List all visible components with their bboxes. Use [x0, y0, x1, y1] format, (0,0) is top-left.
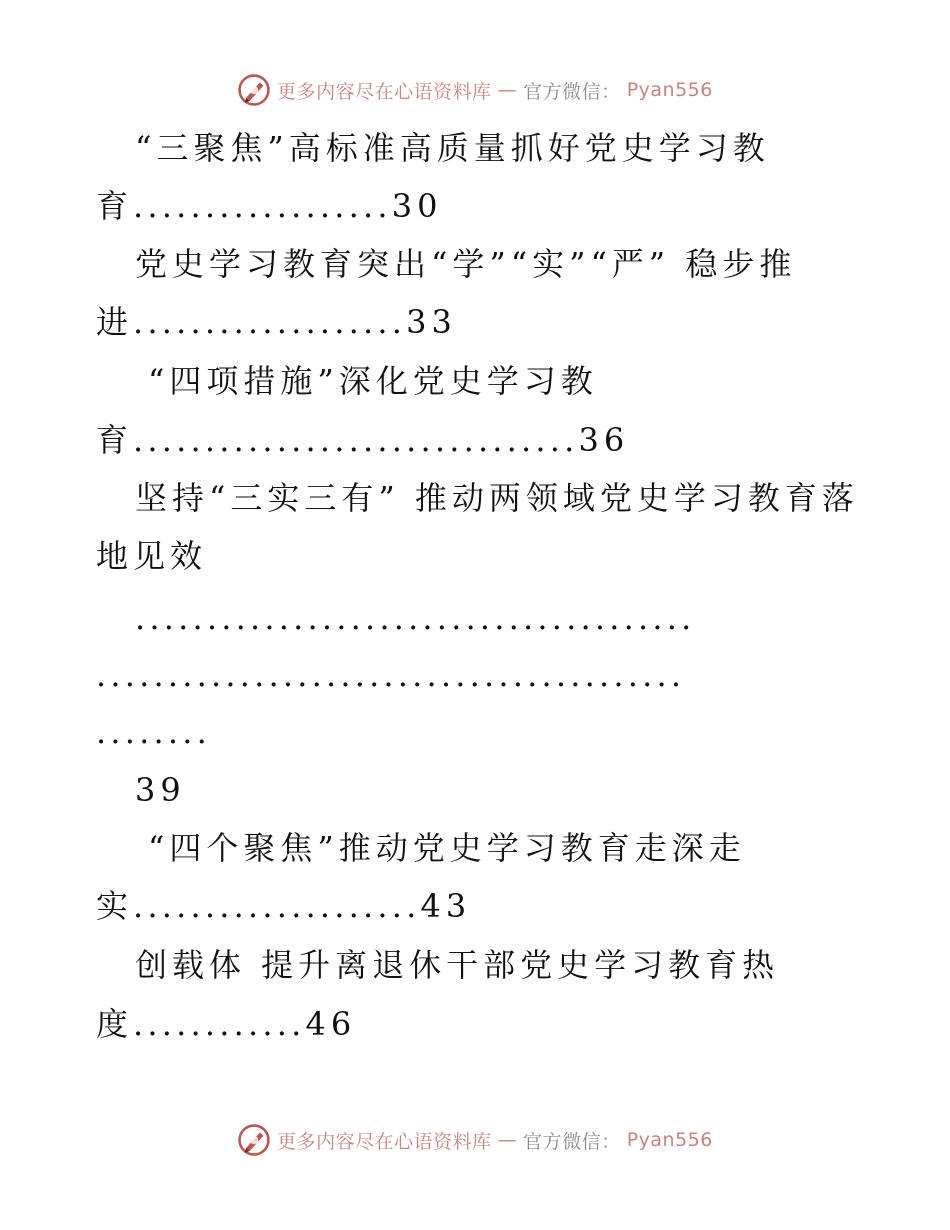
toc-leader-dots: ....................	[133, 887, 421, 925]
watermark-wechat-label: 官方微信：	[523, 80, 621, 103]
footer-watermark	[0, 1120, 950, 1160]
toc-leader-dots: ...............................	[133, 421, 579, 459]
toc-entry-text: 进	[96, 303, 134, 341]
toc-leader-dots: ..................	[133, 187, 392, 225]
toc-entry-text: 育	[96, 187, 134, 225]
header-watermark	[0, 70, 950, 110]
toc-entry-2-line-1: 党史学习教育突出“学”“实”“严” 稳步推	[135, 245, 797, 283]
toc-page-number: 30	[391, 187, 443, 225]
toc-entry-text: 实	[96, 887, 134, 925]
toc-entry-6-line-1: 创载体 提升离退休干部党史学习教育热	[135, 946, 780, 984]
toc-entry-text: 度	[96, 1005, 134, 1043]
toc-entry-1-line-2	[96, 186, 442, 226]
watermark-brand: 更多内容尽在心语资料库	[277, 80, 492, 103]
watermark-wechat-label: 官方微信：	[523, 1130, 621, 1153]
toc-entry-4-line-1: 坚持“三实三有” 推动两领域党史学习教育落	[135, 479, 859, 517]
pen-logo-icon	[237, 1123, 271, 1157]
toc-entry-4-page-number: 39	[135, 771, 186, 809]
toc-entry-3-line-2	[96, 420, 629, 460]
toc-page-number: 43	[420, 887, 472, 925]
toc-entry-5-line-2	[96, 886, 471, 926]
toc-leader-dots: ............	[133, 1005, 306, 1043]
watermark-wechat-id: Pyan556	[626, 79, 713, 101]
watermark-dash: —	[497, 79, 518, 101]
toc-entry-2-line-2	[96, 302, 457, 342]
toc-entry-5-line-1: “四个聚焦”推动党史学习教育走深走	[148, 829, 746, 867]
watermark-brand: 更多内容尽在心语资料库	[277, 1130, 492, 1153]
toc-entry-4-line-2: 地见效	[96, 537, 208, 575]
toc-page-number: 36	[578, 421, 630, 459]
pen-logo-icon	[237, 73, 271, 107]
toc-entry-text: 育	[96, 421, 134, 459]
toc-entry-3-line-1: “四项措施”深化党史学习教	[148, 362, 598, 400]
toc-entry-4-leader-1: .......................................	[135, 599, 696, 637]
toc-entry-1-line-1: “三聚焦”高标准高质量抓好党史学习教	[135, 129, 770, 167]
watermark-wechat-id: Pyan556	[626, 1129, 713, 1151]
toc-page-number: 33	[406, 303, 457, 341]
toc-page-number: 46	[305, 1005, 357, 1043]
toc-entry-4-leader-3: ........	[96, 713, 211, 751]
toc-entry-6-line-2	[96, 1004, 356, 1044]
watermark-dash: —	[497, 1129, 518, 1151]
toc-entry-4-leader-2: .........................................	[96, 656, 686, 694]
toc-leader-dots: ...................	[133, 303, 407, 341]
